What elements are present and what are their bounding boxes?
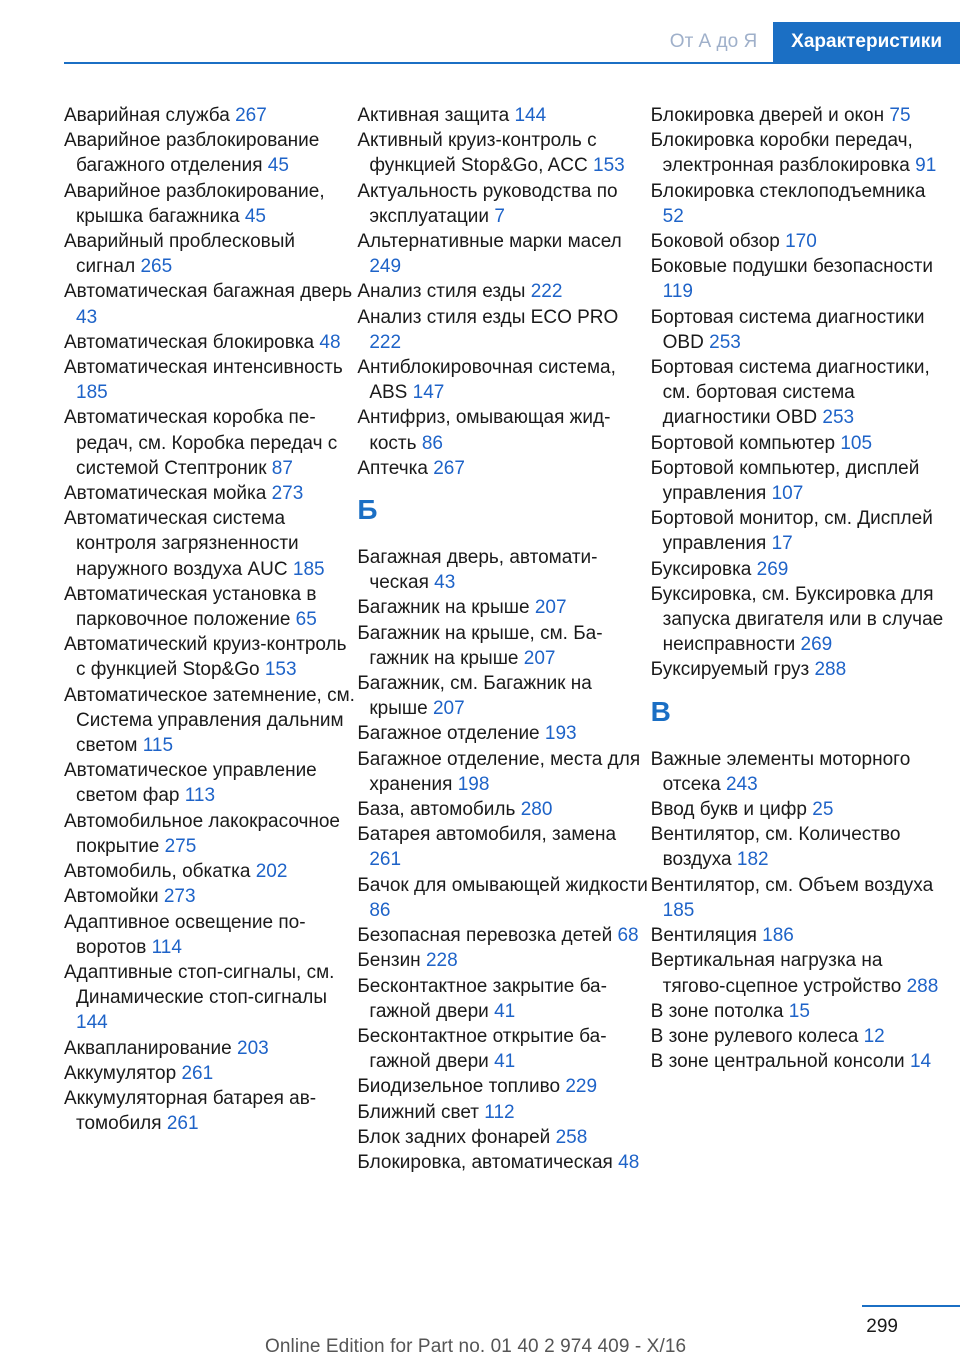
index-page-link[interactable]: 185 [292,558,325,580]
index-entry [357,103,650,128]
index-entry-text: Автоматическая мойка [64,483,267,505]
index-page-link[interactable]: 43 [434,572,456,594]
index-page-link[interactable]: 65 [295,609,317,631]
index-page-link[interactable]: 207 [523,647,556,669]
index-page-link[interactable]: 48 [319,331,341,353]
index-entry [651,431,944,456]
index-column-1 [64,103,357,1175]
index-page-link[interactable]: 269 [800,634,833,656]
index-entry-text: Автоматическая блокировка [64,331,315,353]
index-entry [651,797,944,822]
index-page-link[interactable]: 107 [771,483,804,505]
index-entry [651,254,944,304]
index-entry [357,1024,650,1074]
index-page-link[interactable]: 265 [140,256,173,278]
index-entry-text: Бортовой монитор, см. Дисплей управления [650,508,933,555]
index-entry-text: Аварийное разблокирование, крышка багажника [64,180,325,227]
index-page-link[interactable]: 207 [534,597,567,619]
index-entry [64,809,357,859]
index-entry [64,960,357,1036]
index-entry [651,229,944,254]
index-entry-text: Аквапланирование [64,1037,232,1059]
index-entry-text: Анализ стиля езды ECO PRO [357,306,619,328]
index-entry [357,179,650,229]
index-entry-text: Бензин [357,950,421,972]
index-page-link[interactable]: 198 [457,773,490,795]
index-entry [64,1036,357,1061]
index-page-link[interactable]: 261 [181,1062,214,1084]
index-entry [357,355,650,405]
index-entry [64,355,357,405]
index-entry [357,923,650,948]
index-page-link[interactable]: 119 [662,281,693,303]
index-entry-text: Важные элементы моторного отсека [650,748,911,795]
index-entry [357,1100,650,1125]
index-entry-text: Аварийный проблесковый сигнал [64,231,296,278]
index-page-link[interactable]: 45 [244,205,266,227]
index-page-link[interactable]: 91 [915,155,937,177]
index-entry-text: Ввод букв и цифр [650,799,807,821]
index-entry-text: Багажник на крыше, см. Багажник на крыше [357,622,603,669]
index-letter-heading: Б [357,494,378,526]
index-entry [64,1086,357,1136]
index-entry-text: Анализ стиля езды [357,281,526,303]
index-page-link[interactable]: 153 [593,155,625,177]
index-page-link[interactable]: 113 [184,785,216,807]
index-entry [357,747,650,797]
index-entry-text: Вентиляция [650,925,757,947]
index-entry [64,859,357,884]
footer-edition: Online Edition for Part no. 01 40 2 974 409 - X/16 [265,1336,687,1357]
index-entry [651,456,944,506]
index-page-link[interactable]: 43 [76,306,98,328]
index-entry [357,1074,650,1099]
index-entry [651,103,944,128]
index-page-link[interactable]: 25 [812,799,834,821]
index-entry [64,758,357,808]
index-entry-text: Бортовой компьютер, дисплей управления [650,457,920,505]
index-entry-text: Боковые подушки безопасности [650,256,933,278]
index-entry [651,1024,944,1049]
index-entry [357,279,650,304]
index-page-link[interactable]: 186 [762,925,794,947]
index-entry-text: Вентилятор, см. Количество воздуха [650,824,901,871]
index-page-link[interactable]: 275 [164,835,197,857]
index-page-link[interactable]: 153 [264,659,297,681]
index-page-link[interactable]: 249 [369,256,402,278]
index-entry-text: Багажная дверь, автоматическая [357,547,598,594]
index-page-link[interactable]: 41 [494,1000,516,1022]
index-entry-text: Багажник, см. Багажник на крыше [357,673,592,720]
index-entry-text: Блок задних фонарей [357,1126,551,1148]
index-column-2 [357,103,650,1175]
index-page-link[interactable]: 222 [369,331,402,353]
index-page-link[interactable]: 229 [565,1076,598,1098]
index-entry [64,506,357,582]
index-page-link[interactable]: 52 [662,205,684,227]
index-page-link[interactable]: 182 [736,849,769,871]
index-entry [64,582,357,632]
index-entry [651,747,944,797]
index-entry-text: Багажное отделение [357,723,540,745]
index-page-link[interactable]: 280 [520,799,553,821]
index-entry-text: Антифриз, омывающая жидкость [357,407,611,454]
index-entry-text: Автомобильное лакокрасочное покрытие [64,810,341,857]
index-entry-text: Багажник на крыше [357,597,530,619]
header-chapter-tab[interactable]: Характеристики [773,22,960,62]
index-entry-text: Автомобиль, обкатка [64,861,251,883]
index-entry [651,822,944,872]
index-entry-text: Аварийное разблокирование багажного отделения [64,130,320,177]
index-entry-text: Биодизельное топливо [357,1076,561,1098]
index-page-link[interactable]: 273 [163,886,196,908]
index-entry-text: Адаптивные стоп-сигналы, см. Динамические стоп-сигналы [64,961,335,1009]
index-page-link[interactable]: 75 [889,105,911,126]
index-column-3 [651,103,944,1175]
index-entry-text: Автоматическое управление светом фар [64,760,317,807]
index-entry [64,128,357,178]
index-entry [357,595,650,620]
index-entry-text: Бесконтактное открытие багажной двери [357,1025,607,1073]
index-page-link[interactable]: 86 [369,899,391,921]
index-entry-text: В зоне рулевого колеса [650,1025,859,1047]
index-page-link[interactable]: 15 [788,1000,810,1022]
index-entry [651,923,944,948]
index-entry [64,884,357,909]
index-entry-text: Аварийная служба [64,105,230,126]
index-entry-text: Буксировка, см. Буксировка для запуска двигателя или в случае неисправности [650,583,944,656]
index-entry-text: Активная защита [357,105,510,126]
index-page-link[interactable]: 12 [863,1025,885,1047]
index-page-link[interactable]: 68 [617,925,639,947]
index-entry-text: В зоне потолка [650,1000,784,1022]
index-entry [357,305,650,355]
index-entry-text: Блокировка дверей и окон [650,105,885,126]
index-page-link[interactable]: 86 [421,432,443,454]
index-entry [357,822,650,872]
index-entry-text: Активный круиз-контроль с функцией Stop&Go, ACC [357,130,597,177]
index-entry [64,229,357,279]
index-entry [651,179,944,229]
index-entry [357,948,650,973]
index-entry [64,683,357,759]
index-columns [64,103,944,1175]
index-page-link[interactable]: 17 [771,533,793,555]
header-section-title[interactable]: От А до Я [669,31,758,52]
index-entry-text: Аккумулятор [64,1062,177,1084]
index-page-link[interactable]: 170 [785,231,817,253]
index-entry-text: Актуальность руководства по эксплуатации [357,180,618,227]
index-entry-text: Боковой обзор [650,231,780,253]
index-page-link[interactable]: 261 [369,849,402,871]
index-page-link[interactable]: 258 [555,1126,588,1148]
index-page-link[interactable]: 273 [271,483,304,505]
index-entry [357,405,650,455]
page-number-rule [862,1305,960,1307]
index-entry-text: Багажное отделение, места для хранения [357,748,641,795]
index-entry [651,582,944,658]
index-entry-text: Антиблокировочная система, ABS [357,357,616,404]
index-entry-text: Вентилятор, см. Объем воздуха [650,874,934,896]
index-page-link[interactable]: 202 [255,861,288,883]
index-page-link[interactable]: 144 [514,105,547,126]
index-entry [357,456,650,481]
index-entry-text: В зоне центральной консоли [650,1051,905,1073]
index-page-link[interactable]: 114 [151,936,182,958]
page-number: 299 [866,1316,898,1337]
index-page-link[interactable]: 288 [906,975,939,997]
index-page-link[interactable]: 185 [76,382,108,404]
index-entry-text: Ближний свет [357,1101,480,1123]
index-entry [357,128,650,178]
index-entry [64,910,357,960]
index-entry-text: Блокировка коробки передач, электронная разблокировка [650,130,913,177]
index-entry-text: Автоматическая установка в парковочное положение [64,583,317,631]
index-entry-text: База, автомобиль [357,799,516,821]
index-page-link[interactable]: 267 [235,105,267,126]
index-entry [651,355,944,431]
index-page-link[interactable]: 41 [494,1051,516,1073]
index-page-link[interactable]: 105 [840,432,873,454]
index-entry [64,632,357,682]
index-entry-text: Автомойки [64,886,159,908]
index-entry [651,999,944,1024]
running-header [654,22,960,62]
index-page-link[interactable]: 267 [433,457,465,479]
index-entry [64,103,357,128]
index-entry-text: Безопасная перевозка детей [357,925,613,947]
index-page-link[interactable]: 207 [432,698,465,720]
index-page-link[interactable]: 7 [494,205,505,227]
index-page-link[interactable]: 269 [756,558,789,580]
index-entry [651,948,944,998]
index-entry [651,305,944,355]
index-page-link[interactable]: 222 [530,281,563,303]
index-page-link[interactable]: 185 [662,899,695,921]
index-entry [651,657,944,682]
index-entry-text: Батарея автомобиля, замена [357,824,617,846]
index-entry-text: Автоматический круиз-контроль с функцией Stop&Go [64,634,347,681]
index-entry [64,1061,357,1086]
index-entry [357,1150,650,1175]
index-page-link[interactable]: 228 [425,950,458,972]
index-page-link[interactable]: 144 [76,1012,108,1034]
index-entry [651,1049,944,1074]
index-entry-text: Буксируемый груз [650,659,810,681]
index-entry-text: Бортовая система диагностики OBD [650,306,925,353]
index-page-link[interactable]: 147 [412,382,445,404]
index-entry [64,481,357,506]
index-entry-text: Автоматическое затемнение, см. Система управления дальним светом [64,684,355,757]
index-entry [357,621,650,671]
index-entry [357,797,650,822]
index-entry-text: Автоматическая система контроля загрязненности наружного воздуха AUC [64,508,299,580]
index-entry [651,128,944,178]
index-entry-text: Автоматическая коробка передач, см. Коробка передач с системой Стептроник [64,407,338,479]
index-entry [357,671,650,721]
index-entry [357,1125,650,1150]
header-divider [64,62,960,64]
index-page-link[interactable]: 261 [166,1113,199,1135]
index-page-link[interactable]: 112 [484,1101,515,1123]
index-entry [651,557,944,582]
index-entry [357,721,650,746]
index-entry [357,229,650,279]
index-entry-text: Аптечка [357,457,428,479]
index-entry-text: Буксировка [650,558,752,580]
index-page-link[interactable]: 87 [271,457,293,479]
index-entry-text: Адаптивное освещение поворотов [64,911,306,958]
index-entry-text: Бачок для омывающей жидкости [357,874,648,896]
index-page-link[interactable]: 243 [725,773,758,795]
index-entry-text: Бортовой компьютер [650,432,836,454]
index-entry-text: Бортовая система диагностики, см. бортовая система диагностики OBD [650,357,930,429]
index-entry [357,545,650,595]
index-entry [64,330,357,355]
index-entry [64,279,357,329]
index-page-link[interactable]: 203 [237,1037,269,1059]
index-entry [651,873,944,923]
index-entry [651,506,944,556]
index-entry [64,405,357,481]
index-page-link[interactable]: 48 [618,1151,640,1173]
index-entry-text: Бесконтактное закрытие багажной двери [357,975,607,1022]
index-entry [64,179,357,229]
index-entry [357,873,650,923]
index-page-link[interactable]: 193 [544,723,577,745]
index-entry-text: Альтернативные марки масел [357,231,622,253]
index-entry [357,974,650,1024]
index-entry-text: Блокировка стеклоподъемника [650,180,926,202]
index-entry-text: Автоматическая багажная дверь [64,281,353,303]
index-page-link[interactable]: 288 [814,659,847,681]
index-page-link[interactable]: 115 [142,735,174,757]
index-entry-text: Аккумуляторная батарея автомобиля [64,1087,317,1135]
index-entry-text: Блокировка, автоматическая [357,1151,613,1173]
index-page-link[interactable]: 253 [822,407,855,429]
index-entry-text: Вертикальная нагрузка на тягово-сцепное устройство [650,950,902,997]
index-letter-heading: В [650,695,671,727]
index-page-link[interactable]: 253 [709,331,741,353]
index-page-link[interactable]: 14 [909,1051,932,1073]
index-entry-text: Автоматическая интенсивность [64,357,343,379]
index-page-link[interactable]: 45 [267,155,289,177]
